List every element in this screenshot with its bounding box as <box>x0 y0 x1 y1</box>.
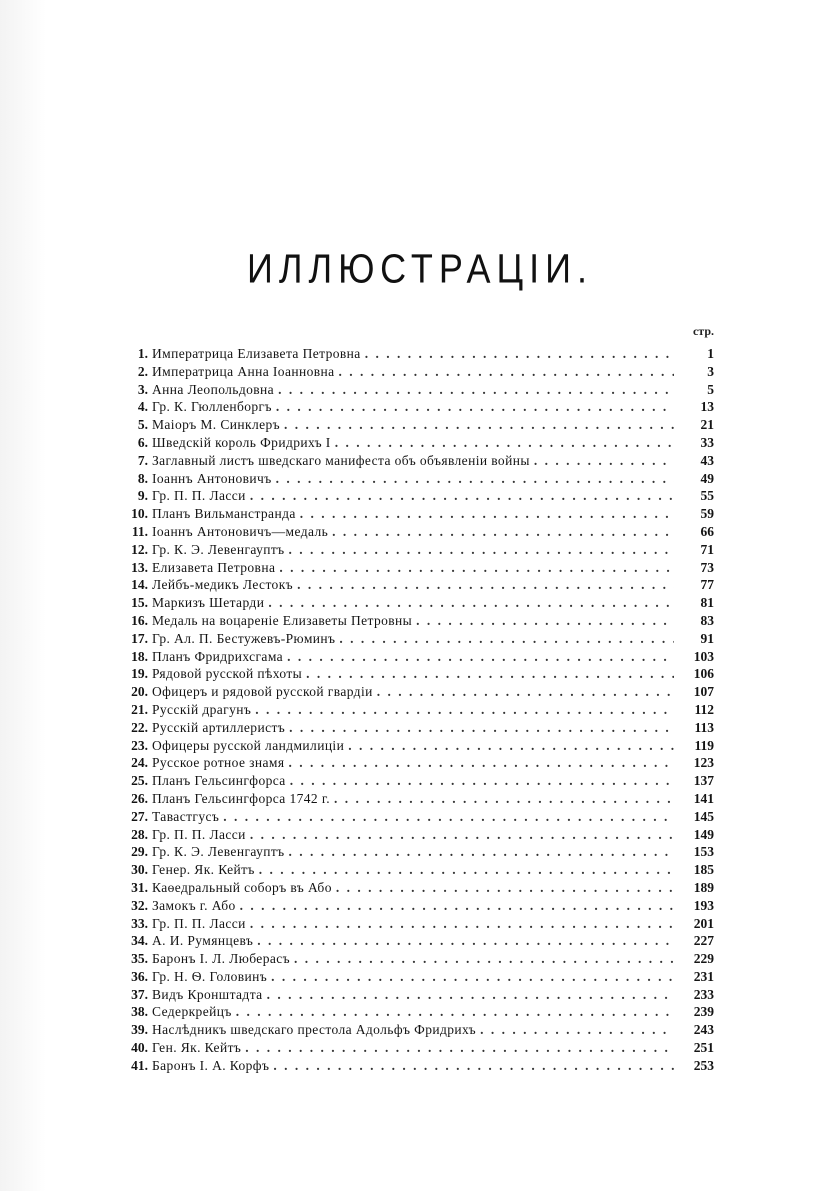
entry-number: 3. <box>137 381 148 397</box>
dot-leader <box>480 1021 674 1039</box>
entry-title: Лейбъ-медикъ Лестокъ <box>152 577 294 593</box>
entry-number: 1. <box>137 346 148 361</box>
toc-entry <box>118 968 714 986</box>
entry-title: Елизавета Петровна <box>152 559 276 575</box>
dot-leader <box>334 790 674 808</box>
dot-leader <box>336 879 674 897</box>
toc-entry <box>118 701 714 719</box>
entry-page-number: 113 <box>694 719 714 735</box>
entry-title: Медаль на воцаренiе Елизаветы Петровны <box>152 612 413 628</box>
entry-page-number: 66 <box>700 523 714 539</box>
entry-title: Планъ Вильманстранда <box>152 506 296 522</box>
entry-page-number: 145 <box>693 808 714 824</box>
dot-leader <box>245 1039 674 1057</box>
dot-leader <box>534 452 674 470</box>
dot-leader <box>250 487 674 505</box>
toc-entry <box>118 772 714 790</box>
toc-entry <box>118 594 714 612</box>
entry-title: Гр. П. П. Ласси <box>152 488 246 504</box>
dot-leader <box>255 701 674 719</box>
dot-leader <box>290 772 674 790</box>
entry-number: 27. <box>131 808 148 824</box>
entry-title: Планъ Фридрихсгама <box>152 648 284 664</box>
toc-entry <box>118 826 714 844</box>
dot-leader <box>271 968 674 986</box>
entry-number: 18. <box>131 648 148 664</box>
entry-number: 36. <box>131 968 148 984</box>
dot-leader <box>267 986 674 1004</box>
entry-page-number: 49 <box>700 470 714 486</box>
dot-leader <box>416 612 674 630</box>
entry-title: Маркизъ Шетарди <box>152 595 265 611</box>
entry-page-number: 73 <box>700 559 714 575</box>
entry-title: А. И. Румянцевъ <box>152 933 254 949</box>
entry-number: 7. <box>137 452 148 468</box>
entry-title: Замокъ г. Або <box>152 897 236 913</box>
entry-title: Заглавный листъ шведскаго манифеста объ объявленiи войны <box>152 452 530 468</box>
entry-title: Тавастгусъ <box>152 808 220 824</box>
toc-entry <box>118 1057 714 1075</box>
toc-entry <box>118 523 714 541</box>
entry-page-number: 123 <box>693 755 714 771</box>
entry-page-number: 233 <box>693 986 714 1002</box>
toc-entry <box>118 487 714 505</box>
toc-entry <box>118 986 714 1004</box>
dot-leader <box>287 648 674 666</box>
entry-number: 11. <box>131 523 148 539</box>
dot-leader <box>289 719 674 737</box>
dot-leader <box>306 665 674 683</box>
entry-page-number: 43 <box>700 452 714 468</box>
dot-leader <box>288 754 674 772</box>
dot-leader <box>294 950 674 968</box>
entry-title: Каѳедральный соборъ въ Або <box>152 879 332 895</box>
entry-page-number: 21 <box>700 417 714 433</box>
dot-leader <box>276 398 674 416</box>
toc-entry <box>118 915 714 933</box>
entry-title: Генер. Як. Кейтъ <box>152 862 255 878</box>
dot-leader <box>335 434 674 452</box>
toc-entry <box>118 843 714 861</box>
entry-title: Гр. Ал. П. Бестужевъ-Рюминъ <box>152 630 336 646</box>
entry-page-number: 112 <box>694 701 714 717</box>
toc-entry <box>118 381 714 399</box>
entry-number: 29. <box>131 844 148 860</box>
entry-page-number: 149 <box>693 826 714 842</box>
toc-entry <box>118 576 714 594</box>
entry-page-number: 81 <box>700 595 714 611</box>
dot-leader <box>276 470 674 488</box>
dot-leader <box>339 363 674 381</box>
entry-title: Шведскiй король Фридрихъ I <box>152 434 331 450</box>
toc-entry <box>118 683 714 701</box>
entry-page-number: 153 <box>693 844 714 860</box>
entry-number: 9. <box>137 488 148 504</box>
toc-entry <box>118 345 714 363</box>
dot-leader <box>250 915 674 933</box>
toc-entry <box>118 363 714 381</box>
entry-page-number: 185 <box>693 862 714 878</box>
entry-title: Ген. Як. Кейтъ <box>152 1040 242 1056</box>
entry-title: Баронъ I. Л. Люберасъ <box>152 951 291 967</box>
entry-page-number: 137 <box>693 773 714 789</box>
entry-number: 38. <box>131 1004 148 1020</box>
toc-entry <box>118 612 714 630</box>
entry-page-number: 1 <box>707 346 714 361</box>
dot-leader <box>289 541 674 559</box>
entry-page-number: 189 <box>693 879 714 895</box>
dot-leader <box>339 630 674 648</box>
toc-entry <box>118 737 714 755</box>
entry-title: Анна Леопольдовна <box>152 381 275 397</box>
toc-entry <box>118 1003 714 1021</box>
dot-leader <box>377 683 674 701</box>
entry-number: 32. <box>131 897 148 913</box>
entry-title: Наслѣдникъ шведскаго престола Адольфъ Фридрихъ <box>152 1022 477 1038</box>
entry-page-number: 13 <box>700 399 714 415</box>
entry-page-number: 243 <box>693 1022 714 1038</box>
entry-title: Гр. К. Э. Левенгауптъ <box>152 844 285 860</box>
entry-number: 12. <box>131 541 148 557</box>
entry-number: 10. <box>131 506 148 522</box>
entry-title: Гр. П. П. Ласси <box>152 826 246 842</box>
entry-number: 5. <box>137 417 148 433</box>
entry-page-number: 253 <box>693 1057 714 1073</box>
entry-number: 17. <box>131 630 148 646</box>
entry-number: 25. <box>131 773 148 789</box>
page-column-label: стр. <box>692 324 714 338</box>
page-edge-shadow <box>0 0 46 1191</box>
entry-number: 28. <box>131 826 148 842</box>
toc-entry <box>118 470 714 488</box>
entry-number: 19. <box>131 666 148 682</box>
toc-entry <box>118 861 714 879</box>
entry-number: 30. <box>131 862 148 878</box>
entry-number: 4. <box>137 399 148 415</box>
entry-title: Седеркрейцъ <box>152 1004 232 1020</box>
entry-page-number: 193 <box>693 897 714 913</box>
entry-title: Видъ Кронштадта <box>152 986 263 1002</box>
toc-entry <box>118 754 714 772</box>
entry-title: Iоаннъ Антоновичъ—медаль <box>152 523 329 539</box>
entry-page-number: 141 <box>693 790 714 806</box>
entry-title: Русскiй артиллеристъ <box>152 719 286 735</box>
toc-entry <box>118 434 714 452</box>
toc-entry <box>118 879 714 897</box>
entry-title: Офицеръ и рядовой русской гвардiи <box>152 684 373 700</box>
entry-page-number: 227 <box>693 933 714 949</box>
entry-title: Планъ Гельсингфорса <box>152 773 286 789</box>
entry-page-number: 33 <box>700 434 714 450</box>
entry-number: 20. <box>131 684 148 700</box>
dot-leader <box>278 381 674 399</box>
toc-entry <box>118 719 714 737</box>
entry-title: Офицеры русской ландмилицiи <box>152 737 345 753</box>
entry-title: Императрица Елизавета Петровна <box>152 346 361 361</box>
entry-number: 31. <box>131 879 148 895</box>
entry-title: Рядовой русской пѣхоты <box>152 666 303 682</box>
toc-entry <box>118 630 714 648</box>
toc-entry <box>118 452 714 470</box>
entry-number: 6. <box>137 434 148 450</box>
entry-number: 33. <box>131 915 148 931</box>
toc-entry <box>118 897 714 915</box>
entry-page-number: 55 <box>700 488 714 504</box>
toc-entry <box>118 559 714 577</box>
entry-number: 23. <box>131 737 148 753</box>
entry-title: Планъ Гельсингфорса 1742 г. <box>152 790 331 806</box>
dot-leader <box>257 932 674 950</box>
dot-leader <box>250 826 674 844</box>
entry-page-number: 83 <box>700 612 714 628</box>
toc-entry <box>118 790 714 808</box>
entry-number: 26. <box>131 790 148 806</box>
entry-number: 15. <box>131 595 148 611</box>
entry-title: Гр. К. Гюлленборгъ <box>152 399 272 415</box>
entry-number: 14. <box>131 577 148 593</box>
toc-entry <box>118 1021 714 1039</box>
dot-leader <box>259 861 674 879</box>
entry-title: Баронъ I. А. Корфъ <box>152 1057 270 1073</box>
entry-title: Гр. Н. Ѳ. Головинъ <box>152 968 268 984</box>
entry-page-number: 106 <box>693 666 714 682</box>
dot-leader <box>284 416 674 434</box>
entry-number: 13. <box>131 559 148 575</box>
toc-entry <box>118 950 714 968</box>
toc-entry <box>118 932 714 950</box>
dot-leader <box>300 505 674 523</box>
entry-number: 40. <box>131 1040 148 1056</box>
toc-entry <box>118 416 714 434</box>
entry-number: 41. <box>131 1057 148 1073</box>
toc-entry <box>118 541 714 559</box>
dot-leader <box>297 576 674 594</box>
illustrations-list <box>118 345 714 1075</box>
entry-title: Гр. К. Э. Левенгауптъ <box>152 541 285 557</box>
dot-leader <box>279 559 674 577</box>
entry-title: Iоаннъ Антоновичъ <box>152 470 272 486</box>
entry-number: 37. <box>131 986 148 1002</box>
page-title: ИЛЛЮСТРАЦIИ. <box>246 245 593 292</box>
entry-page-number: 251 <box>693 1040 714 1056</box>
dot-leader <box>348 737 674 755</box>
dot-leader <box>332 523 674 541</box>
entry-page-number: 91 <box>700 630 714 646</box>
entry-number: 21. <box>131 701 148 717</box>
dot-leader <box>223 808 674 826</box>
entry-page-number: 239 <box>693 1004 714 1020</box>
toc-entry <box>118 1039 714 1057</box>
entry-page-number: 107 <box>693 684 714 700</box>
entry-page-number: 5 <box>707 381 714 397</box>
toc-entry <box>118 808 714 826</box>
dot-leader <box>240 897 674 915</box>
entry-number: 16. <box>131 612 148 628</box>
entry-number: 22. <box>131 719 148 735</box>
entry-number: 2. <box>137 363 148 379</box>
dot-leader <box>268 594 674 612</box>
entry-page-number: 3 <box>707 363 714 379</box>
toc-entry <box>118 665 714 683</box>
toc-entry <box>118 648 714 666</box>
dot-leader <box>289 843 674 861</box>
entry-page-number: 77 <box>700 577 714 593</box>
entry-title: Русскiй драгунъ <box>152 701 252 717</box>
entry-page-number: 71 <box>700 541 714 557</box>
entry-title: Гр. П. П. Ласси <box>152 915 246 931</box>
dot-leader <box>273 1057 674 1075</box>
entry-page-number: 59 <box>700 506 714 522</box>
entry-number: 8. <box>137 470 148 486</box>
entry-number: 35. <box>131 951 148 967</box>
entry-number: 34. <box>131 933 148 949</box>
dot-leader <box>236 1003 674 1021</box>
entry-page-number: 103 <box>693 648 714 664</box>
dot-leader <box>365 345 674 363</box>
toc-entry <box>118 398 714 416</box>
entry-title: Русское ротное знамя <box>152 755 285 771</box>
entry-title: Маiоръ М. Синклеръ <box>152 417 281 433</box>
entry-number: 24. <box>131 755 148 771</box>
entry-page-number: 229 <box>693 951 714 967</box>
entry-page-number: 201 <box>693 915 714 931</box>
entry-page-number: 231 <box>693 968 714 984</box>
entry-page-number: 119 <box>694 737 714 753</box>
entry-number: 39. <box>131 1022 148 1038</box>
entry-title: Императрица Анна Iоанновна <box>152 363 335 379</box>
toc-entry <box>118 505 714 523</box>
